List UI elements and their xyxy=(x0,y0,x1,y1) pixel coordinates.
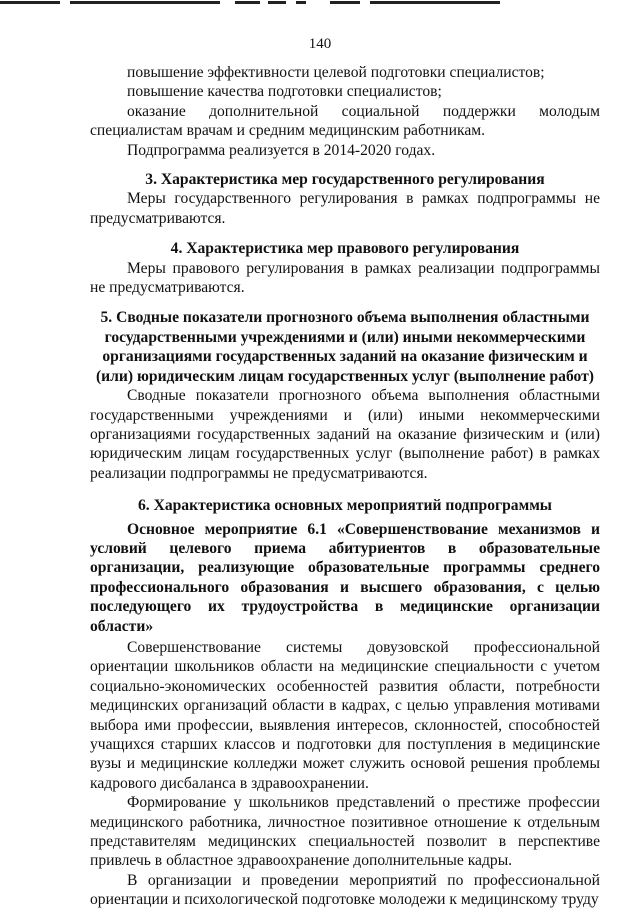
list-item: оказание дополнительной социальной поддержки молодым специалистам врачам и средним медицинским работникам. xyxy=(90,102,600,140)
page-number: 140 xyxy=(308,36,332,52)
measure-title: Основное мероприятие 6.1 «Совершенствование механизмов и условий целевого приема абитуриентов в образовательные организации, реализующие образовательные программы среднего профессионального образования и высшего образования, с целью последующего их трудоустройства в медицинские организации области» xyxy=(90,520,600,635)
list-item: повышение качества подготовки специалистов; xyxy=(127,83,442,101)
paragraph: Совершенствование системы довузовской профессиональной ориентации школьников области на медицинские специальности с учетом социально-экономических особенностей развития области, потребности медицинских организаций области в кадрах, с целью управления мотивами выбора ими профессии, выявления интересов, склонностей, способностей учащихся старших классов и подготовки для поступления в медицинские вузы и медицинские колледжи может служить основой решения проблемы кадрового дисбаланса в здравоохранении. xyxy=(90,638,600,792)
scan-artifact-bar xyxy=(0,0,640,6)
document-body xyxy=(90,63,600,910)
paragraph: Подпрограмма реализуется в 2014-2020 годах. xyxy=(127,141,436,159)
paragraph: Формирование у школьников представлений о престиже профессии медицинского работника, личностное позитивное отношение к отдельным представителям медицинских специальностей позволит в перспективе привлечь в областное здравоохранение дополнительные кадры. xyxy=(90,794,600,870)
section-5-heading: 5. Сводные показатели прогнозного объема выполнения областными государственными учреждениями и (или) иными некоммерческими организациями государственных заданий на оказание физическим и (или) юридическим лицам государственных услуг (выполнение работ) xyxy=(95,309,595,385)
paragraph: В организации и проведении мероприятий по профессиональной ориентации и психологической подготовке молодежи к медицинскому труду xyxy=(90,871,600,909)
section-4-heading: 4. Характеристика мер правового регулирования xyxy=(170,240,520,258)
section-3-heading: 3. Характеристика мер государственного регулирования xyxy=(145,171,545,189)
section-5-text: Сводные показатели прогнозного объема выполнения областными государственными учреждениями и (или) иными некоммерческими организациями государственных заданий на оказание физическим и (или) юридическим лицам государственных услуг (выполнение работ) в рамках реализации подпрограммы не предусматриваются. xyxy=(90,387,600,482)
list-item: повышение эффективности целевой подготовки специалистов; xyxy=(127,64,545,81)
section-4-text: Меры правового регулирования в рамках реализации подпрограммы не предусматриваются. xyxy=(90,259,600,297)
section-6-heading: 6. Характеристика основных мероприятий подпрограммы xyxy=(137,497,552,515)
section-3-text: Меры государственного регулирования в рамках подпрограммы не предусматриваются. xyxy=(90,190,600,227)
